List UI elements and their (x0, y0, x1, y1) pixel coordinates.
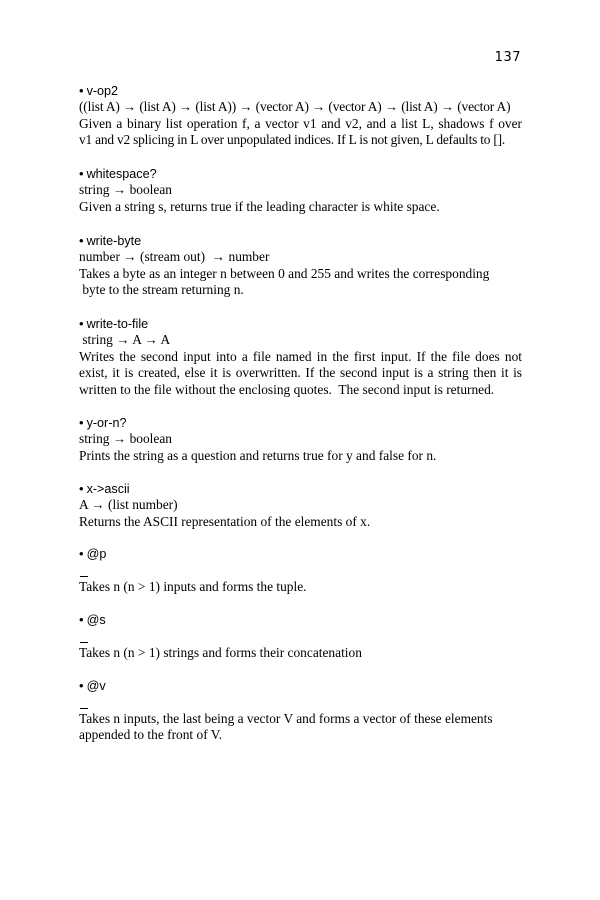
entry-name: @v (86, 679, 106, 693)
description-line: Returns the ASCII representation of the elements of x. (79, 513, 371, 529)
description-line: byte to the stream returning n. (79, 282, 244, 297)
entry-title (79, 546, 522, 562)
entry-signature: ((list A) → (list A) → (list A)) → (vector A) → (vector A) → (list A) → (vector A) (79, 99, 511, 114)
entry-name: whitespace? (86, 167, 157, 181)
description-line: Takes n inputs, the last being a vector V and forms a vector of these elements (79, 710, 493, 726)
underscore-mark (80, 642, 88, 643)
entry-signature: string → boolean (79, 182, 172, 197)
entry-x-ascii (79, 481, 522, 530)
bullet-icon: • (79, 316, 84, 331)
entry-title (79, 233, 522, 249)
bullet-icon: • (79, 415, 84, 430)
entry-name: write-to-file (86, 317, 149, 331)
description-line: written to the file without the enclosing quotes. The second input is returned. (79, 381, 495, 397)
bullet-icon: • (79, 481, 84, 496)
entry-description (79, 448, 522, 465)
description-line: v1 and v2 splicing in L over unpopulated indices. If L is not given, L defaults to []. (79, 132, 506, 147)
entry-description (79, 645, 522, 662)
description-line: Given a string s, returns true if the leading character is white space. (79, 198, 440, 214)
entry-name: @p (86, 547, 107, 561)
bullet-icon: • (79, 166, 84, 181)
entry-v-op2 (79, 83, 522, 149)
entry-write-byte (79, 233, 522, 299)
entry-title (79, 612, 522, 628)
entry-description (79, 514, 522, 531)
description-line: Prints the string as a question and returns true for y and false for n. (79, 447, 437, 463)
page-number: 137 (494, 50, 521, 65)
entry-title (79, 481, 522, 497)
entry-signature (79, 628, 522, 645)
entry-description (79, 349, 522, 399)
description-line: exist, it is created, else it is overwritten. If the second input is a string then it is (79, 365, 522, 380)
entry-signature: A → (list number) (79, 497, 178, 512)
underscore-mark (80, 708, 88, 709)
entry-signature: number → (stream out) → number (79, 249, 270, 264)
entry-signature: string → boolean (79, 431, 172, 446)
entry-title (79, 166, 522, 182)
entry-description (79, 116, 522, 149)
description-line: Takes a byte as an integer n between 0 and 255 and writes the corresponding (79, 265, 490, 281)
bullet-icon: • (79, 83, 84, 98)
entry-at-s (79, 612, 522, 661)
entry-signature: string → A → A (79, 332, 171, 347)
entry-title (79, 415, 522, 431)
entry-name: write-byte (86, 234, 142, 248)
entry-title (79, 316, 522, 332)
entry-whitespace (79, 166, 522, 215)
entry-name: y-or-n? (86, 416, 127, 430)
description-line: Takes n (n > 1) inputs and forms the tuple. (79, 578, 307, 594)
bullet-icon: • (79, 678, 84, 693)
description-line: Given a binary list operation f, a vector v1 and v2, and a list L, shadows f over (79, 115, 522, 131)
bullet-icon: • (79, 612, 84, 627)
entry-signature (79, 562, 522, 579)
bullet-icon: • (79, 546, 84, 561)
entry-at-v (79, 678, 522, 744)
entry-name: v-op2 (86, 84, 119, 98)
entry-description (79, 199, 522, 216)
entry-title (79, 83, 522, 99)
entry-signature (79, 694, 522, 711)
entry-at-p (79, 546, 522, 595)
entry-write-to-file (79, 316, 522, 398)
description-line: Takes n (n > 1) strings and forms their concatenation (79, 644, 362, 660)
description-line: Writes the second input into a file named in the first input. If the file does not (79, 348, 522, 364)
entry-description (79, 579, 522, 596)
entry-title (79, 678, 522, 694)
entry-description (79, 266, 522, 299)
description-line: appended to the front of V. (79, 727, 223, 742)
entry-description (79, 711, 522, 744)
entry-y-or-n (79, 415, 522, 464)
entry-name: @s (86, 613, 106, 627)
entry-name: x->ascii (86, 482, 130, 496)
bullet-icon: • (79, 233, 84, 248)
underscore-mark (80, 576, 88, 577)
